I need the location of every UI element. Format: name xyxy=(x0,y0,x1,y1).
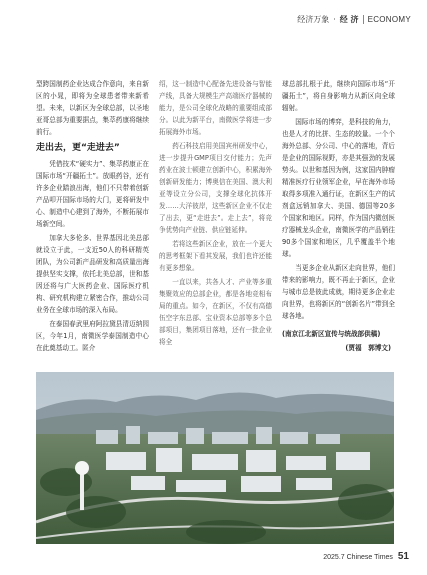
paragraph: 若将这些新区企业，放在一个更大的思考框架下看其发展，我们也许还能有更多想象。 xyxy=(159,240,272,272)
header-english: ECONOMY xyxy=(367,14,411,24)
header-divider xyxy=(363,15,364,24)
header-section: 经济万象 xyxy=(297,14,330,24)
issue-number: 2025.7 xyxy=(323,554,345,561)
column-1 xyxy=(36,78,149,368)
paragraph: 凭借技术“硬实力”、集萃药康正在国际市场“开疆拓土”。放眼药谷，还有许多企业踏浪出海，他们不只带着创新产品叩开国际市场的大门，更将研发中心、制造中心建到了海外，不断拓展市场新空间。 xyxy=(36,160,149,228)
source-credit: (南京江北新区宣传与统战部供稿) xyxy=(282,330,381,338)
column-3 xyxy=(282,78,395,368)
paragraph: 型跨国制药企业达成合作意向，来自新区的小晁，即将为全球患者带来新希望。未来，以新区为全球总部，以圣地亚哥总部为重要据点，集萃药康将继续前行。 xyxy=(36,80,149,136)
city-skyline-illustration xyxy=(36,372,394,544)
paragraph: 球总部扎根于此，继续向国际市场“开疆拓土”，将自身影响力从新区向全球辐射。 xyxy=(282,80,395,112)
paragraph: 药石科技启用美国宾州研发中心，进一步提升GMP项目交付能力；先声药业在波士顿建立创新中心，积累海外创新研发能力；博奥信在美国、澳大利亚等设立分公司，支撑全球化抗体开发……大洋彼岸，这些新区企业不仅走了出去，更“走进去”。走上去”，将竞争优势向产业链、供应链延伸。 xyxy=(159,142,272,234)
paragraph: 加拿大多伦多、世界基因北美总部就设立于此，一支近50人的科研精英团队，为公司新产品研发和高质量出海提供坚实支撑，依托北美总部，世和基因还将与广大医药企业、国际医疗机构、研究机构建立紧密合作，推动公司业务在全球市场的深入布局。 xyxy=(36,234,149,314)
paragraph: 一直以来，共各人才、产业等多重集聚效应的总部企业，都是各地竞相布局的重点。如今，在新区，不仅有高德伍空字东总部、宝业资本总部等多个总部项目，集团项目落地，还有一批企业将全 xyxy=(159,278,272,346)
section-heading: 走出去，更“走进去” xyxy=(36,143,120,153)
article-columns xyxy=(36,78,396,368)
author-credit: (贾福 郭博文) xyxy=(345,344,391,352)
paragraph: 国际市场的博弈，是科技的角力，也是人才的比拼、生态的较量。一个个海外总部、分公司、中心的落地，背后是企业的国际视野，亦是其强劲的发展势头。以世和基因为例，这家国内肿瘤精准医疗行业领军企业，早在海外市场取得多项准入通行证，在新区生产的试剂盒远销加拿大、美国、德国等20多个国家和地区。同样，作为国内微创医疗器械龙头企业，南微医学的产品销往90多个国家和地区，几乎覆盖半个地球。 xyxy=(282,118,395,258)
header-dot: · xyxy=(333,14,336,24)
paragraph: 当更多企业从新区走向世界，他们带来的影响力，既不再止于新区，企业与城市总是彼此成就，期待更多企业走向世界，也将新区的“创新名片”带到全球各地。 xyxy=(282,264,395,320)
paragraph: 在泰国春武里府阿拉黛县清迈纳园区，今年1月，南微医学泰国制造中心在此奠基动工。匿介 xyxy=(36,320,149,352)
page-footer xyxy=(323,551,409,562)
page-number: 51 xyxy=(397,551,409,562)
page-header xyxy=(297,12,411,26)
column-2 xyxy=(159,78,272,368)
header-channel: 经 济 xyxy=(339,14,359,24)
paragraph: 绍，这一制造中心配备先进设备与智能产线，具备大规模生产高端医疗器械的能力，是公司全球化战略的重要组成部分。以此为新平台，南微医学将进一步拓展海外市场。 xyxy=(159,80,272,136)
magazine-name: Chinese Times xyxy=(346,554,393,561)
aerial-city-photo xyxy=(36,372,394,544)
